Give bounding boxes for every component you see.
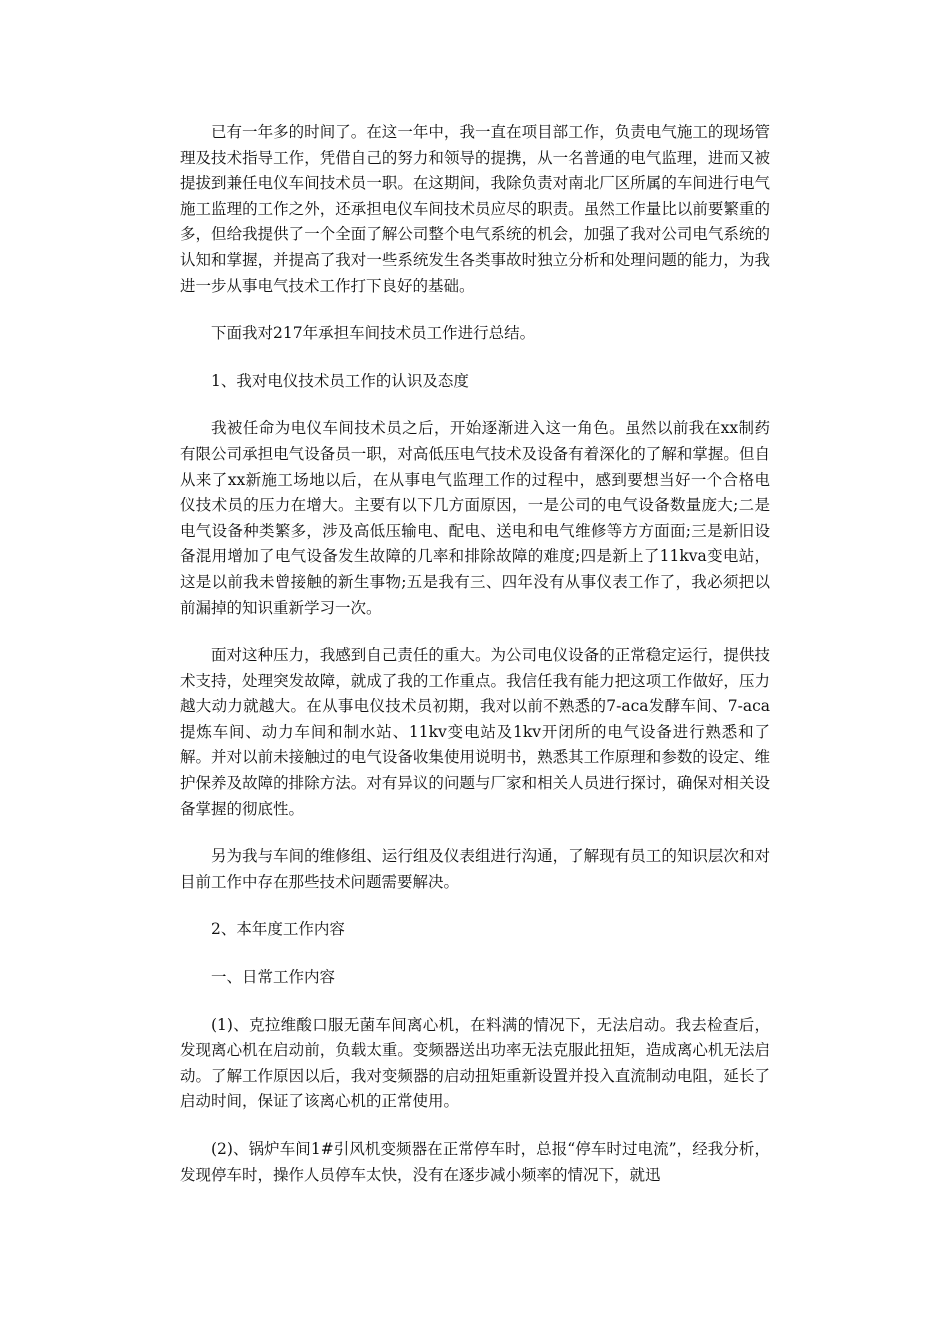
- section-heading-1: 1、我对电仪技术员工作的认识及态度: [211, 371, 469, 390]
- document-body: [180, 120, 770, 1210]
- subsection-heading-daily-work: 一、日常工作内容: [211, 968, 336, 987]
- list-item-2: (2)、锅炉车间1#引风机变频器在正常停车时，总报“停车时过电流”，经我分析，发现停车时，操作人员停车太快，没有在逐步减小频率的情况下，就迅: [180, 1140, 770, 1184]
- list-item-1: (1)、克拉维酸口服无菌车间离心机，在料满的情况下，无法启动。我去检查后，发现离心机在启动前，负载太重。变频器送出功率无法克服此扭矩，造成离心机无法启动。了解工作原因以后，我对变频器的启动扭矩重新设置并投入直流制动电阻，延长了启动时间，保证了该离心机的正常使用。: [180, 1015, 770, 1111]
- paragraph-summary-lead: 下面我对217年承担车间技术员工作进行总结。: [211, 324, 536, 343]
- paragraph-communication: 另为我与车间的维修组、运行组及仪表组进行沟通，了解现有员工的知识层次和对目前工作中存在那些技术问题需要解决。: [180, 847, 770, 891]
- paragraph-role-understanding: 我被任命为电仪车间技术员之后，开始逐渐进入这一角色。虽然以前我在xx制药有限公司承担电气设备员一职，对高低压电气技术及设备有着深化的了解和掌握。但自从来了xx新施工场地以后，在从事电气监理工作的过程中，感到要想当好一个合格电仪技术员的压力在增大。主要有以下几方面原因，一是公司的电气设备数量庞大;二是电气设备种类繁多，涉及高低压输电、配电、送电和电气维修等方方面面;三是新旧设备混用增加了电气设备发生故障的几率和排除故障的难度;四是新上了11kva变电站，这是以前我未曾接触的新生事物;五是我有三、四年没有从事仪表工作了，我必须把以前漏掉的知识重新学习一次。: [180, 419, 770, 617]
- section-heading-2: 2、本年度工作内容: [211, 920, 345, 939]
- paragraph-pressure-response: 面对这种压力，我感到自己责任的重大。为公司电仪设备的正常稳定运行，提供技术支持，处理突发故障，就成了我的工作重点。我信任我有能力把这项工作做好，压力越大动力就越大。在从事电仪技术员初期，我对以前不熟悉的7-aca发酵车间、7-aca提炼车间、动力车间和制水站、11kv变电站及1kv开闭所的电气设备进行熟悉和了解。并对以前未接触过的电气设备收集使用说明书，熟悉其工作原理和参数的设定、维护保养及故障的排除方法。对有异议的问题与厂家和相关人员进行探讨，确保对相关设备掌握的彻底性。: [180, 646, 770, 818]
- paragraph-intro: 已有一年多的时间了。在这一年中，我一直在项目部工作，负责电气施工的现场管理及技术指导工作，凭借自己的努力和领导的提携，从一名普通的电气监理，进而又被提拔到兼任电仪车间技术员一职。在这期间，我除负责对南北厂区所属的车间进行电气施工监理的工作之外，还承担电仪车间技术员应尽的职责。虽然工作量比以前要繁重的多，但给我提供了一个全面了解公司整个电气系统的机会，加强了我对公司电气系统的认知和掌握，并提高了我对一些系统发生各类事故时独立分析和处理问题的能力，为我进一步从事电气技术工作打下良好的基础。: [180, 123, 770, 295]
